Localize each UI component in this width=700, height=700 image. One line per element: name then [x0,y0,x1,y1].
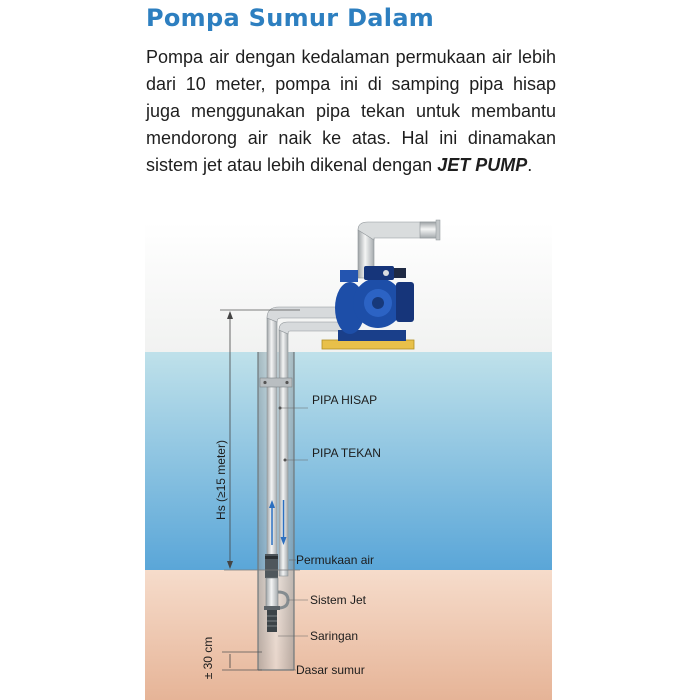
strainer [267,610,277,632]
jet-pump-emphasis: JET PUMP [437,155,528,175]
label-permukaan-air: Permukaan air [296,553,375,567]
description-end: . [527,155,533,175]
bottom-dimension-label: ± 30 cm [201,636,215,680]
page-title: Pompa Sumur Dalam [146,4,435,32]
label-sistem-jet: Sistem Jet [310,593,367,607]
hs-dimension-label: Hs (≥15 meter) [214,440,228,520]
label-pipa-tekan: PIPA TEKAN [312,446,381,460]
description-main: Pompa air dengan kedalaman permukaan air lebih dari 10 meter, pompa ini di samping pipa hisap juga menggunakan pipa tekan untuk membantu mendorong air naik ke atas. Hal ini dinamakan sistem jet atau lebih dikenal dengan [146,47,556,175]
label-dasar-sumur: Dasar sumur [296,663,365,677]
pump-base [322,340,414,349]
groundwater-layer [145,352,552,570]
label-pipa-hisap: PIPA HISAP [312,393,378,407]
label-saringan: Saringan [310,629,359,643]
